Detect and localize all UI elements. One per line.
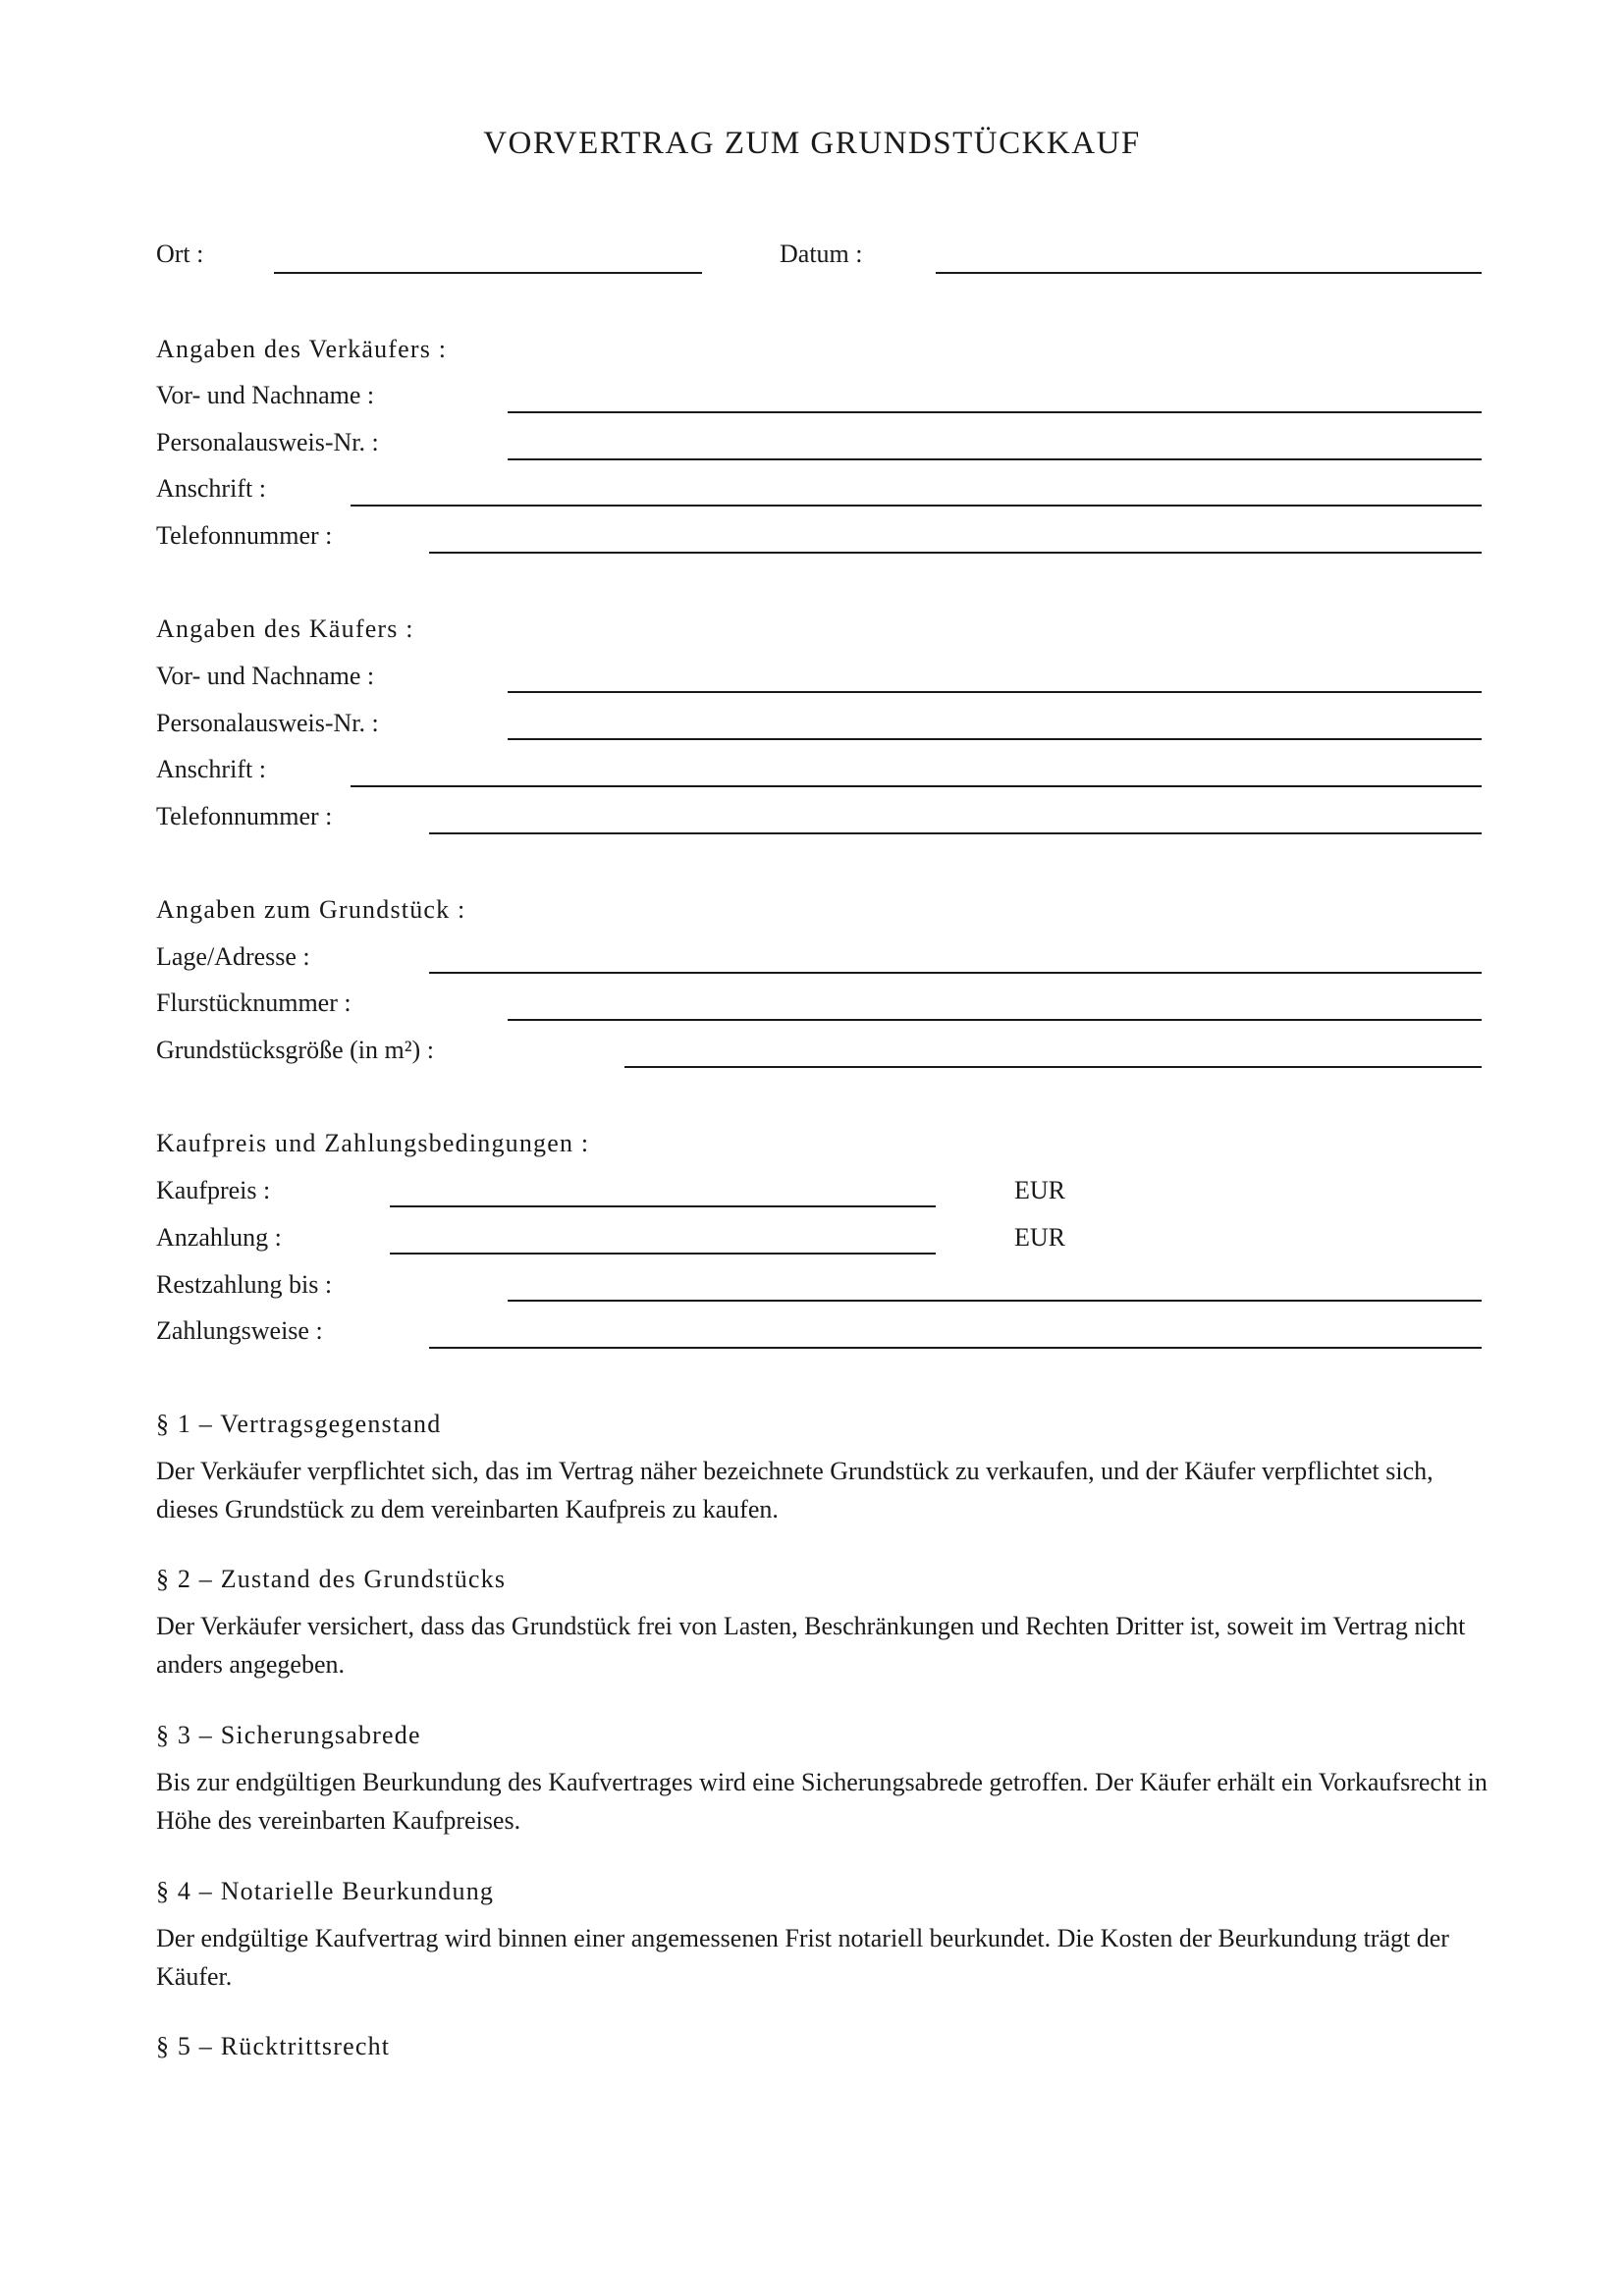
buyer-phone-label: Telefonnummer :	[156, 802, 333, 830]
section-4-text: Der endgültige Kaufvertrag wird binnen einer angemessenen Frist notariell beurkundet. Die Kosten der Beurkundung trägt der Käufer.	[156, 1924, 1449, 1991]
buyer-id-field-line[interactable]	[508, 738, 1482, 740]
payment-method-field-line[interactable]	[429, 1347, 1482, 1349]
buyer-address-label: Anschrift :	[156, 755, 266, 783]
seller-address-label: Anschrift :	[156, 474, 266, 503]
seller-phone-label: Telefonnummer :	[156, 521, 333, 550]
property-location-field-line[interactable]	[429, 972, 1482, 974]
seller-heading: Angaben des Verkäufers :	[156, 335, 448, 363]
document-title: VORVERTRAG ZUM GRUNDSTÜCKKAUF	[483, 126, 1141, 161]
seller-name-label: Vor- und Nachname :	[156, 381, 375, 409]
deposit-label: Anzahlung :	[156, 1223, 282, 1252]
section-3-heading: § 3 – Sicherungsabrede	[156, 1721, 421, 1749]
section-4-heading: § 4 – Notarielle Beurkundung	[156, 1877, 495, 1905]
buyer-name-label: Vor- und Nachname :	[156, 662, 375, 690]
balance-label: Restzahlung bis :	[156, 1270, 333, 1299]
property-heading: Angaben zum Grundstück :	[156, 895, 466, 924]
seller-phone-field-line[interactable]	[429, 552, 1482, 554]
payment-heading: Kaufpreis und Zahlungsbedingungen :	[156, 1129, 590, 1157]
buyer-address-field-line[interactable]	[351, 785, 1482, 787]
buyer-name-field-line[interactable]	[508, 691, 1482, 693]
property-parcel-label: Flurstücknummer :	[156, 988, 352, 1017]
property-location-label: Lage/Adresse :	[156, 942, 310, 971]
price-label: Kaufpreis :	[156, 1176, 271, 1204]
payment-method-label: Zahlungsweise :	[156, 1316, 323, 1345]
property-parcel-field-line[interactable]	[508, 1019, 1482, 1021]
section-1-text: Der Verkäufer verpflichtet sich, das im Vertrag näher bezeichnete Grundstück zu verkaufen, und der Käufer verpflichtet sich, dieses Grundstück zu dem vereinbarten Kaufpreis zu kaufen.	[156, 1457, 1434, 1523]
seller-id-label: Personalausweis-Nr. :	[156, 428, 379, 456]
buyer-id-label: Personalausweis-Nr. :	[156, 709, 379, 737]
buyer-heading: Angaben des Käufers :	[156, 614, 414, 643]
deposit-field-line[interactable]	[390, 1253, 936, 1255]
property-size-field-line[interactable]	[624, 1066, 1482, 1068]
ort-label: Ort :	[156, 240, 204, 268]
ort-field-line[interactable]	[274, 272, 702, 274]
section-2-heading: § 2 – Zustand des Grundstücks	[156, 1565, 507, 1593]
section-5-heading: § 5 – Rücktrittsrecht	[156, 2032, 391, 2060]
buyer-phone-field-line[interactable]	[429, 832, 1482, 834]
deposit-currency: EUR	[1014, 1223, 1065, 1252]
property-size-label: Grundstücksgröße (in m²) :	[156, 1036, 434, 1064]
section-3-text: Bis zur endgültigen Beurkundung des Kaufvertrages wird eine Sicherungsabrede getroffen. Der Käufer erhält ein Vorkaufsrecht in Höhe des vereinbarten Kaufpreises.	[156, 1768, 1488, 1835]
seller-name-field-line[interactable]	[508, 411, 1482, 413]
datum-label: Datum :	[780, 240, 863, 268]
balance-field-line[interactable]	[508, 1300, 1482, 1302]
seller-address-field-line[interactable]	[351, 505, 1482, 507]
seller-id-field-line[interactable]	[508, 458, 1482, 460]
price-currency: EUR	[1014, 1176, 1065, 1204]
section-1-heading: § 1 – Vertragsgegenstand	[156, 1410, 442, 1438]
price-field-line[interactable]	[390, 1205, 936, 1207]
section-2-text: Der Verkäufer versichert, dass das Grundstück frei von Lasten, Beschränkungen und Rechten Dritter ist, soweit im Vertrag nicht anders angegeben.	[156, 1612, 1466, 1679]
datum-field-line[interactable]	[936, 272, 1482, 274]
